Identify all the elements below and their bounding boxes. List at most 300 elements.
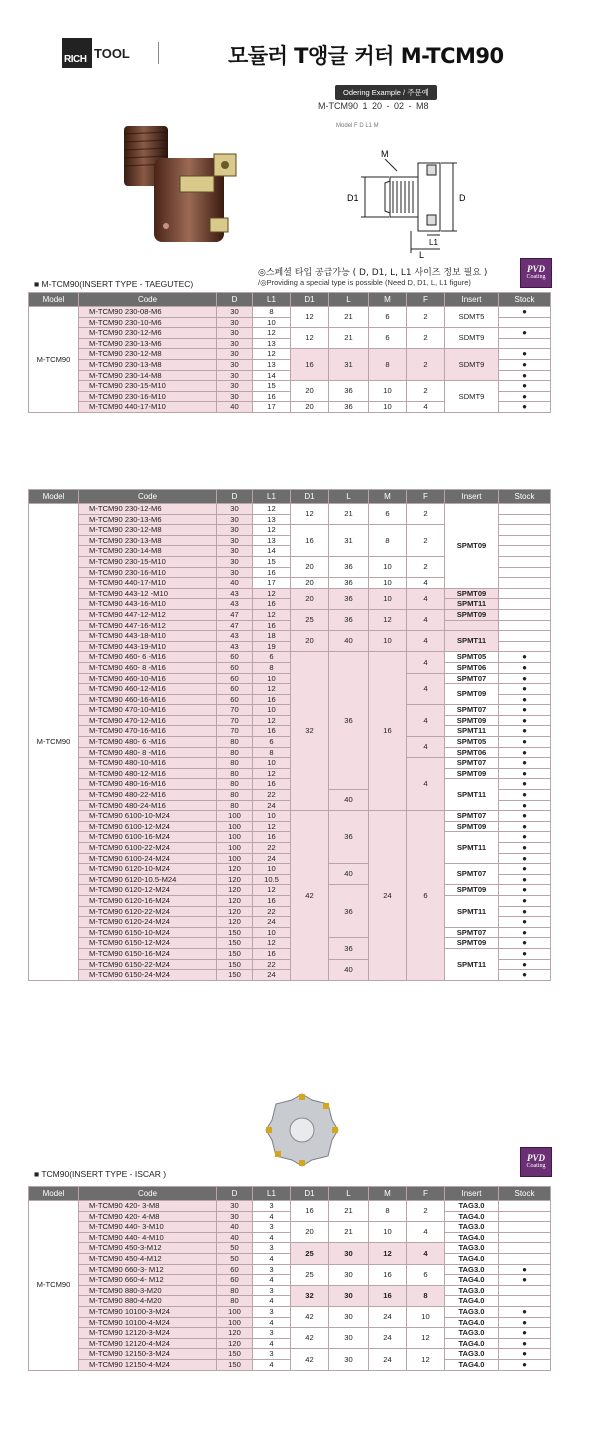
- insert-cell: TAG3.0: [445, 1349, 499, 1360]
- col-d: D: [217, 490, 253, 504]
- code-cell: M-TCM90 230-13-M6: [79, 514, 217, 525]
- d-cell: 120: [217, 906, 253, 917]
- d-cell: 30: [217, 317, 253, 328]
- d-cell: 120: [217, 895, 253, 906]
- code-cell: M-TCM90 460- 6 -M16: [79, 652, 217, 663]
- d1-cell: 12: [291, 504, 329, 525]
- l1-cell: 15: [253, 381, 291, 392]
- col-l: L: [329, 293, 369, 307]
- d-cell: 120: [217, 885, 253, 896]
- d-cell: 80: [217, 779, 253, 790]
- table-header-row: [29, 490, 551, 504]
- stock-cell: [499, 535, 551, 546]
- stock-cell: ●: [499, 948, 551, 959]
- insert-cell: SPMT07: [445, 673, 499, 684]
- l1-cell: 16: [253, 599, 291, 610]
- insert-cell: SPMT11: [445, 599, 499, 610]
- insert-cell: SPMT11: [445, 631, 499, 652]
- l1-cell: 16: [253, 567, 291, 578]
- m-cell: 10: [369, 578, 407, 589]
- stock-cell: [499, 588, 551, 599]
- d1-cell: 42: [291, 1328, 329, 1349]
- col-stock: Stock: [499, 293, 551, 307]
- code-cell: M-TCM90 6120-10-M24: [79, 864, 217, 875]
- table-row: [29, 715, 551, 726]
- m-cell: 12: [369, 1243, 407, 1264]
- stock-cell: [499, 1232, 551, 1243]
- stock-cell: ●: [499, 843, 551, 854]
- stock-cell: ●: [499, 853, 551, 864]
- d-cell: 150: [217, 959, 253, 970]
- stock-cell: ●: [499, 349, 551, 360]
- d-cell: 30: [217, 349, 253, 360]
- code-cell: M-TCM90 230-12-M6: [79, 504, 217, 515]
- d-cell: 100: [217, 843, 253, 854]
- d-cell: 150: [217, 938, 253, 949]
- m-cell: 10: [369, 1222, 407, 1243]
- table-row: [29, 1211, 551, 1222]
- m-cell: 8: [369, 349, 407, 381]
- insert-cell: TAG4.0: [445, 1232, 499, 1243]
- insert-cell: TAG4.0: [445, 1253, 499, 1264]
- d1-cell: 20: [291, 1222, 329, 1243]
- code-cell: M-TCM90 440-17-M10: [79, 402, 217, 413]
- l-cell: 30: [329, 1243, 369, 1264]
- d1-cell: 20: [291, 556, 329, 577]
- l1-cell: 16: [253, 620, 291, 631]
- insert-cell: SPMT06: [445, 662, 499, 673]
- l1-cell: 10: [253, 927, 291, 938]
- code-cell: M-TCM90 230-15-M10: [79, 381, 217, 392]
- l1-cell: 4: [253, 1359, 291, 1370]
- l1-cell: 12: [253, 684, 291, 695]
- table-row: [29, 821, 551, 832]
- col-d1: D1: [291, 490, 329, 504]
- stock-cell: ●: [499, 970, 551, 981]
- pvd-text: PVD: [527, 1153, 545, 1163]
- d1-cell: 25: [291, 1264, 329, 1285]
- d-cell: 43: [217, 641, 253, 652]
- stock-cell: ●: [499, 705, 551, 716]
- l-cell: 36: [329, 938, 369, 959]
- d-cell: 30: [217, 535, 253, 546]
- l1-cell: 10: [253, 758, 291, 769]
- d-cell: 30: [217, 307, 253, 318]
- insert-cell: SPMT09: [445, 684, 499, 705]
- f-cell: 4: [407, 758, 445, 811]
- col-model: Model: [29, 490, 79, 504]
- stock-cell: [499, 556, 551, 567]
- code-cell: M-TCM90 443-16-M10: [79, 599, 217, 610]
- d-cell: 60: [217, 652, 253, 663]
- d-cell: 120: [217, 1338, 253, 1349]
- m-cell: 16: [369, 652, 407, 811]
- stock-cell: ●: [499, 906, 551, 917]
- l1-cell: 4: [253, 1338, 291, 1349]
- stock-cell: ●: [499, 779, 551, 790]
- col-d1: D1: [291, 293, 329, 307]
- d-cell: 40: [217, 578, 253, 589]
- code-cell: M-TCM90 6100-10-M24: [79, 811, 217, 822]
- d-cell: 80: [217, 1296, 253, 1307]
- col-code: Code: [79, 293, 217, 307]
- d-cell: 120: [217, 1328, 253, 1339]
- table-row: [29, 885, 551, 896]
- insert-cell: SDMT9: [445, 381, 499, 413]
- code-cell: M-TCM90 460-12-M16: [79, 684, 217, 695]
- d-cell: 60: [217, 662, 253, 673]
- d-cell: 30: [217, 525, 253, 536]
- d1-cell: 25: [291, 609, 329, 630]
- code-cell: M-TCM90 480-16-M16: [79, 779, 217, 790]
- m-cell: 10: [369, 381, 407, 402]
- insert-cell: TAG3.0: [445, 1285, 499, 1296]
- m-cell: 12: [369, 609, 407, 630]
- logo-divider: [158, 42, 159, 64]
- l1-cell: 22: [253, 843, 291, 854]
- table-row: [29, 779, 551, 790]
- tool-photo: [110, 118, 260, 256]
- table-row: [29, 1328, 551, 1339]
- d-cell: 70: [217, 705, 253, 716]
- col-insert: Insert: [445, 293, 499, 307]
- stock-cell: ●: [499, 684, 551, 695]
- stock-cell: ●: [499, 726, 551, 737]
- table-row: [29, 1243, 551, 1254]
- insert-cell: SPMT09: [445, 768, 499, 779]
- l1-cell: 18: [253, 631, 291, 642]
- d-cell: 40: [217, 402, 253, 413]
- stock-cell: [499, 567, 551, 578]
- stock-cell: ●: [499, 1349, 551, 1360]
- stock-cell: ●: [499, 864, 551, 875]
- coating-text: Coating: [526, 1163, 546, 1169]
- f-cell: 4: [407, 631, 445, 652]
- code-cell: M-TCM90 230-14-M8: [79, 546, 217, 557]
- col-stock: Stock: [499, 490, 551, 504]
- d-cell: 60: [217, 684, 253, 695]
- stock-cell: [499, 609, 551, 620]
- l-cell: 36: [329, 588, 369, 609]
- code-cell: M-TCM90 6150-22-M24: [79, 959, 217, 970]
- m-cell: 24: [369, 1349, 407, 1370]
- code-cell: M-TCM90 480- 8 -M16: [79, 747, 217, 758]
- d-cell: 30: [217, 391, 253, 402]
- l1-cell: 4: [253, 1317, 291, 1328]
- table-row: [29, 811, 551, 822]
- table-row: [29, 1349, 551, 1360]
- m-cell: 8: [369, 525, 407, 557]
- d-cell: 150: [217, 948, 253, 959]
- stock-cell: [499, 641, 551, 652]
- l-cell: 36: [329, 811, 369, 864]
- d1-cell: 12: [291, 328, 329, 349]
- stock-cell: ●: [499, 917, 551, 928]
- f-cell: 6: [407, 811, 445, 981]
- table-row: [29, 1253, 551, 1264]
- l1-cell: 22: [253, 959, 291, 970]
- col-model: Model: [29, 1187, 79, 1201]
- d1-cell: 16: [291, 349, 329, 381]
- code-cell: M-TCM90 480-22-M16: [79, 790, 217, 801]
- l1-cell: 4: [253, 1296, 291, 1307]
- l-cell: 36: [329, 652, 369, 790]
- stock-cell: [499, 1201, 551, 1212]
- l1-cell: 10: [253, 705, 291, 716]
- d-cell: 100: [217, 811, 253, 822]
- insert-cell: [445, 620, 499, 631]
- code-cell: M-TCM90 6120-10.5-M24: [79, 874, 217, 885]
- col-code: Code: [79, 1187, 217, 1201]
- d-cell: 150: [217, 1359, 253, 1370]
- col-d: D: [217, 293, 253, 307]
- f-cell: 4: [407, 705, 445, 737]
- l-cell: 40: [329, 864, 369, 885]
- l1-cell: 3: [253, 1264, 291, 1275]
- pvd-coating-badge-2: [520, 1147, 552, 1177]
- l1-cell: 3: [253, 1349, 291, 1360]
- l1-cell: 13: [253, 338, 291, 349]
- stock-cell: ●: [499, 885, 551, 896]
- d-cell: 60: [217, 694, 253, 705]
- stock-cell: ●: [499, 694, 551, 705]
- table-row: [29, 588, 551, 599]
- l1-cell: 3: [253, 1222, 291, 1233]
- table-row: [29, 349, 551, 360]
- m-cell: 10: [369, 402, 407, 413]
- code-cell: M-TCM90 447-12-M12: [79, 609, 217, 620]
- insert-cell: SDMT9: [445, 349, 499, 381]
- l1-cell: 15: [253, 556, 291, 567]
- code-cell: M-TCM90 230-08-M6: [79, 307, 217, 318]
- stock-cell: ●: [499, 959, 551, 970]
- insert-cell: SPMT11: [445, 895, 499, 927]
- table-row: [29, 705, 551, 716]
- l1-cell: 12: [253, 504, 291, 515]
- d-cell: 80: [217, 768, 253, 779]
- l-cell: 36: [329, 556, 369, 577]
- d1-cell: 42: [291, 811, 329, 981]
- f-cell: 2: [407, 328, 445, 349]
- code-cell: M-TCM90 10100-4-M24: [79, 1317, 217, 1328]
- table-row: [29, 652, 551, 663]
- table-row: [29, 1296, 551, 1307]
- table-row: [29, 684, 551, 695]
- stock-cell: ●: [499, 402, 551, 413]
- l1-cell: 4: [253, 1275, 291, 1286]
- l1-cell: 12: [253, 328, 291, 339]
- d-cell: 30: [217, 328, 253, 339]
- l1-cell: 19: [253, 641, 291, 652]
- l1-cell: 12: [253, 349, 291, 360]
- d-cell: 150: [217, 927, 253, 938]
- ordering-example-labels: Model F D L1 M: [336, 123, 379, 129]
- code-cell: M-TCM90 230-12-M8: [79, 525, 217, 536]
- l1-cell: 22: [253, 790, 291, 801]
- code-cell: M-TCM90 6120-12-M24: [79, 885, 217, 896]
- col-code: Code: [79, 490, 217, 504]
- code-cell: M-TCM90 460-10-M16: [79, 673, 217, 684]
- insert-cell: SPMT05: [445, 652, 499, 663]
- m-cell: 24: [369, 811, 407, 981]
- l-cell: 36: [329, 885, 369, 938]
- table-row: [29, 1275, 551, 1286]
- l-cell: 21: [329, 1222, 369, 1243]
- table-header-row: [29, 1187, 551, 1201]
- f-cell: 4: [407, 673, 445, 705]
- insert-cell: TAG4.0: [445, 1317, 499, 1328]
- insert-cell: TAG4.0: [445, 1211, 499, 1222]
- stock-cell: ●: [499, 662, 551, 673]
- f-cell: 4: [407, 402, 445, 413]
- d1-cell: 20: [291, 631, 329, 652]
- l1-cell: 10.5: [253, 874, 291, 885]
- m-cell: 24: [369, 1328, 407, 1349]
- l1-cell: 8: [253, 747, 291, 758]
- stock-cell: [499, 1243, 551, 1254]
- stock-cell: ●: [499, 927, 551, 938]
- code-cell: M-TCM90 460-16-M16: [79, 694, 217, 705]
- table-row: [29, 895, 551, 906]
- d-cell: 30: [217, 504, 253, 515]
- col-l1: L1: [253, 1187, 291, 1201]
- insert-cell: SPMT11: [445, 726, 499, 737]
- f-cell: 2: [407, 1201, 445, 1222]
- stock-cell: ●: [499, 715, 551, 726]
- code-cell: M-TCM90 440- 3-M10: [79, 1222, 217, 1233]
- dim-label-l: L: [419, 250, 425, 260]
- table-row: [29, 631, 551, 642]
- pvd-coating-badge: [520, 258, 552, 288]
- col-f: F: [407, 1187, 445, 1201]
- brand-logo: [62, 38, 162, 68]
- f-cell: 2: [407, 556, 445, 577]
- d-cell: 150: [217, 970, 253, 981]
- stock-cell: ●: [499, 652, 551, 663]
- d-cell: 100: [217, 853, 253, 864]
- col-l1: L1: [253, 490, 291, 504]
- d-cell: 47: [217, 609, 253, 620]
- insert-cell: SPMT09: [445, 504, 499, 589]
- insert-cell: TAG3.0: [445, 1243, 499, 1254]
- d-cell: 40: [217, 1232, 253, 1243]
- l1-cell: 8: [253, 307, 291, 318]
- l-cell: 40: [329, 959, 369, 980]
- code-cell: M-TCM90 420- 3-M8: [79, 1201, 217, 1212]
- d-cell: 120: [217, 874, 253, 885]
- d-cell: 30: [217, 567, 253, 578]
- logo-tool-text: TOOL: [94, 46, 130, 61]
- l1-cell: 12: [253, 588, 291, 599]
- dim-label-l1: L1: [429, 238, 438, 247]
- code-cell: M-TCM90 6100-12-M24: [79, 821, 217, 832]
- code-cell: M-TCM90 6120-24-M24: [79, 917, 217, 928]
- d-cell: 80: [217, 758, 253, 769]
- d-cell: 30: [217, 546, 253, 557]
- l1-cell: 8: [253, 662, 291, 673]
- stock-cell: [499, 317, 551, 328]
- code-cell: M-TCM90 230-12-M8: [79, 349, 217, 360]
- col-f: F: [407, 293, 445, 307]
- code-cell: M-TCM90 12150-3-M24: [79, 1349, 217, 1360]
- f-cell: 12: [407, 1349, 445, 1370]
- l1-cell: 12: [253, 821, 291, 832]
- l1-cell: 14: [253, 546, 291, 557]
- d-cell: 60: [217, 673, 253, 684]
- d-cell: 43: [217, 599, 253, 610]
- table-row: [29, 927, 551, 938]
- insert-cell: SPMT07: [445, 758, 499, 769]
- insert-cell: SPMT05: [445, 737, 499, 748]
- l-cell: 21: [329, 307, 369, 328]
- d-cell: 60: [217, 1275, 253, 1286]
- code-cell: M-TCM90 12120-4-M24: [79, 1338, 217, 1349]
- insert-cell: SPMT07: [445, 864, 499, 885]
- d-cell: 30: [217, 381, 253, 392]
- table-row: [29, 1338, 551, 1349]
- l-cell: 31: [329, 525, 369, 557]
- l1-cell: 6: [253, 652, 291, 663]
- l-cell: 21: [329, 1201, 369, 1222]
- l1-cell: 10: [253, 864, 291, 875]
- code-cell: M-TCM90 12120-3-M24: [79, 1328, 217, 1339]
- code-cell: M-TCM90 230-16-M10: [79, 391, 217, 402]
- m-cell: 10: [369, 631, 407, 652]
- f-cell: 2: [407, 525, 445, 557]
- stock-cell: ●: [499, 895, 551, 906]
- iscar-cutter-photo: [262, 1090, 342, 1170]
- d1-cell: 20: [291, 402, 329, 413]
- l1-cell: 16: [253, 779, 291, 790]
- d-cell: 40: [217, 1222, 253, 1233]
- d1-cell: 25: [291, 1243, 329, 1264]
- m-cell: 6: [369, 307, 407, 328]
- stock-cell: ●: [499, 381, 551, 392]
- l1-cell: 10: [253, 811, 291, 822]
- l1-cell: 4: [253, 1211, 291, 1222]
- f-cell: 2: [407, 349, 445, 381]
- col-stock: Stock: [499, 1187, 551, 1201]
- l1-cell: 3: [253, 1243, 291, 1254]
- code-cell: M-TCM90 230-13-M8: [79, 535, 217, 546]
- spec-table-iscar: [28, 1186, 551, 1371]
- stock-cell: ●: [499, 821, 551, 832]
- stock-cell: [499, 1296, 551, 1307]
- coating-text: Coating: [526, 274, 546, 280]
- code-cell: M-TCM90 230-14-M8: [79, 370, 217, 381]
- col-l: L: [329, 1187, 369, 1201]
- l1-cell: 22: [253, 906, 291, 917]
- l-cell: 21: [329, 504, 369, 525]
- m-cell: 16: [369, 1285, 407, 1306]
- insert-cell: SPMT11: [445, 948, 499, 980]
- l1-cell: 16: [253, 895, 291, 906]
- stock-cell: ●: [499, 1328, 551, 1339]
- l1-cell: 12: [253, 768, 291, 779]
- l1-cell: 13: [253, 514, 291, 525]
- f-cell: 2: [407, 381, 445, 402]
- spec-table-spmt: [28, 489, 551, 981]
- d1-cell: 32: [291, 652, 329, 811]
- table-row: [29, 1201, 551, 1212]
- code-cell: M-TCM90 230-13-M8: [79, 359, 217, 370]
- stock-cell: [499, 599, 551, 610]
- dim-label-d: D: [459, 193, 466, 203]
- l1-cell: 12: [253, 609, 291, 620]
- col-insert: Insert: [445, 1187, 499, 1201]
- l1-cell: 12: [253, 715, 291, 726]
- d1-cell: 12: [291, 307, 329, 328]
